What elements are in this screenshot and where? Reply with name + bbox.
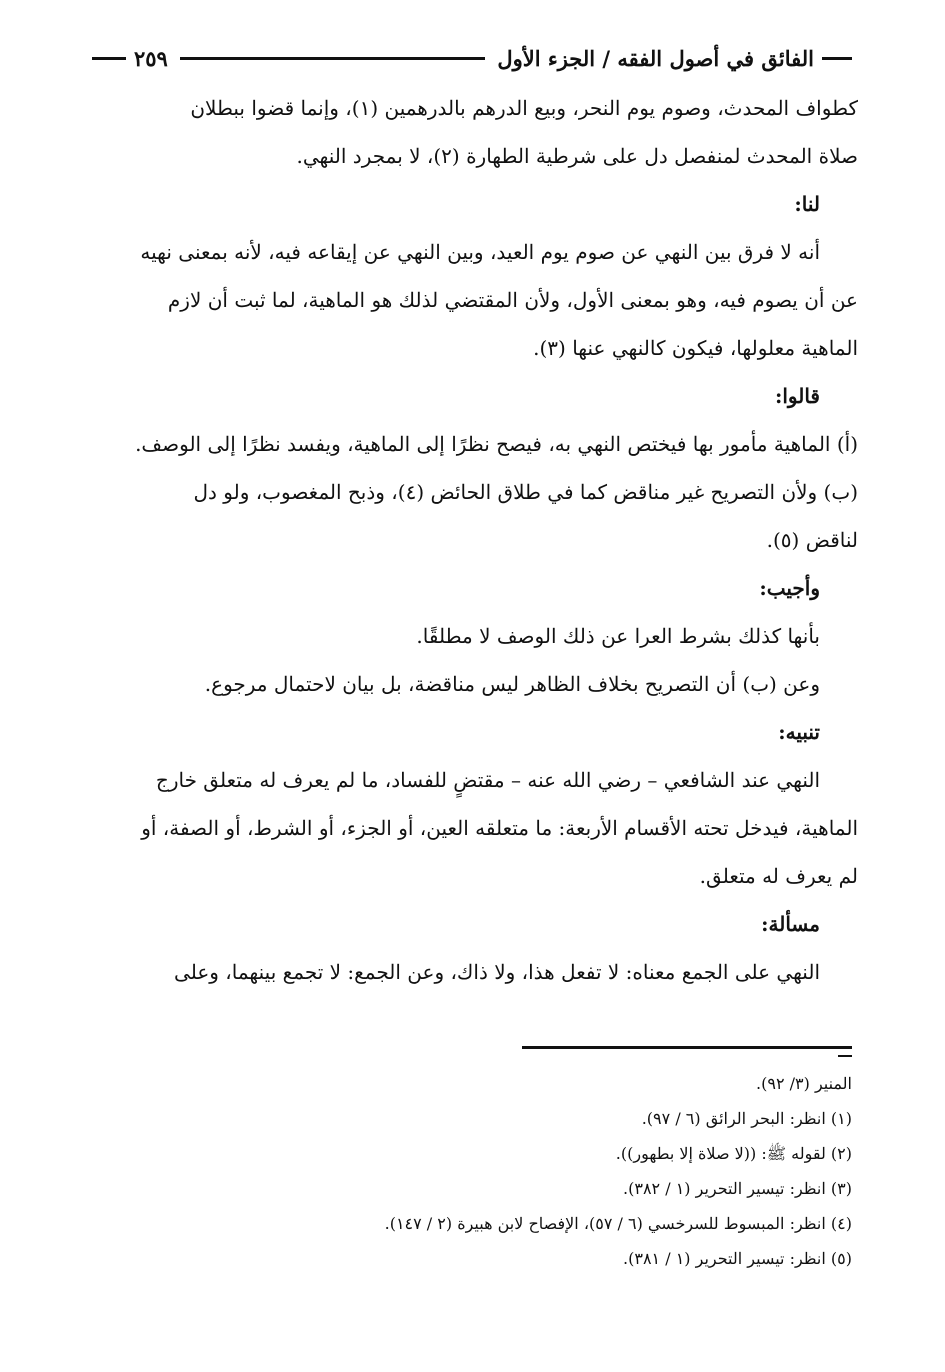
text-line: النهي عند الشافعي – رضي الله عنه – مقتضٍ للفساد، ما لم يعرف له متعلق خارج [155, 768, 820, 792]
footnote-separator [522, 1046, 852, 1049]
main-text [88, 84, 858, 996]
footnote: (٤) انظر: المبسوط للسرخسي (٦ / ٥٧)، الإفصاح لابن هبيرة (٢ / ١٤٧). [384, 1214, 852, 1233]
text-line: لناقض (٥). [766, 528, 858, 552]
header-rule-middle [180, 57, 485, 60]
header-rule-left [92, 57, 126, 60]
text-line: لم يعرف له متعلق. [699, 864, 858, 888]
section-heading: لنا: [794, 192, 820, 216]
text-line: وعن (ب) أن التصريح بخلاف الظاهر ليس مناقضة، بل بيان لاحتمال مرجوع. [204, 672, 820, 696]
page-number: ٢٥٩ [134, 45, 168, 71]
text-line: (أ) الماهية مأمور بها فيختص النهي به، فيصح نظرًا إلى الماهية، ويفسد نظرًا إلى الوصف. [135, 432, 858, 456]
section-heading: تنبيه: [778, 720, 820, 744]
footnotes [100, 1066, 852, 1276]
footnote: (١) انظر: البحر الرائق (٦ / ٩٧). [641, 1109, 852, 1128]
text-line: صلاة المحدث لمنفصل دل على شرطية الطهارة (٢)، لا بمجرد النهي. [296, 144, 858, 168]
footnote-separator-mark [838, 1055, 852, 1057]
text-line: أنه لا فرق بين النهي عن صوم يوم العيد، وبين النهي عن إيقاعه فيه، لأنه بمعنى نهيه [140, 240, 820, 264]
running-header [92, 38, 852, 78]
footnote: (٢) لقوله ﷺ: ((لا صلاة إلا بطهور)). [615, 1144, 852, 1163]
text-line: الماهية معلولها، فيكون كالنهي عنها (٣). [533, 336, 858, 360]
header-rule-right [822, 57, 852, 60]
text-line: عن أن يصوم فيه، وهو بمعنى الأول، ولأن المقتضي لذلك هو الماهية، لما ثبت أن لازم [167, 288, 858, 312]
text-line: كطواف المحدث، وصوم يوم النحر، وبيع الدرهم بالدرهمين (١)، وإنما قضوا ببطلان [190, 96, 858, 120]
footnote: (٥) انظر: تيسير التحرير (١ / ٣٨١). [623, 1249, 852, 1268]
book-title: الفائق في أصول الفقه / الجزء الأول [497, 45, 814, 71]
text-line: بأنها كذلك بشرط العرا عن ذلك الوصف لا مطلقًا. [416, 624, 820, 648]
section-heading: وأجيب: [759, 576, 820, 600]
footnote: المنير (٣/ ٩٢). [756, 1074, 852, 1093]
text-line: النهي على الجمع معناه: لا تفعل هذا، ولا ذاك، وعن الجمع: لا تجمع بينهما، وعلى [174, 960, 820, 984]
section-heading: قالوا: [774, 384, 820, 408]
footnote: (٣) انظر: تيسير التحرير (١ / ٣٨٢). [623, 1179, 852, 1198]
text-line: الماهية، فيدخل تحته الأقسام الأربعة: ما متعلقه العين، أو الجزء، أو الشرط، أو الصفة، أو [141, 816, 858, 840]
text-line: (ب) ولأن التصريح غير مناقض كما في طلاق الحائض (٤)، وذبح المغصوب، ولو دل [193, 480, 858, 504]
section-heading: مسألة: [761, 912, 820, 936]
